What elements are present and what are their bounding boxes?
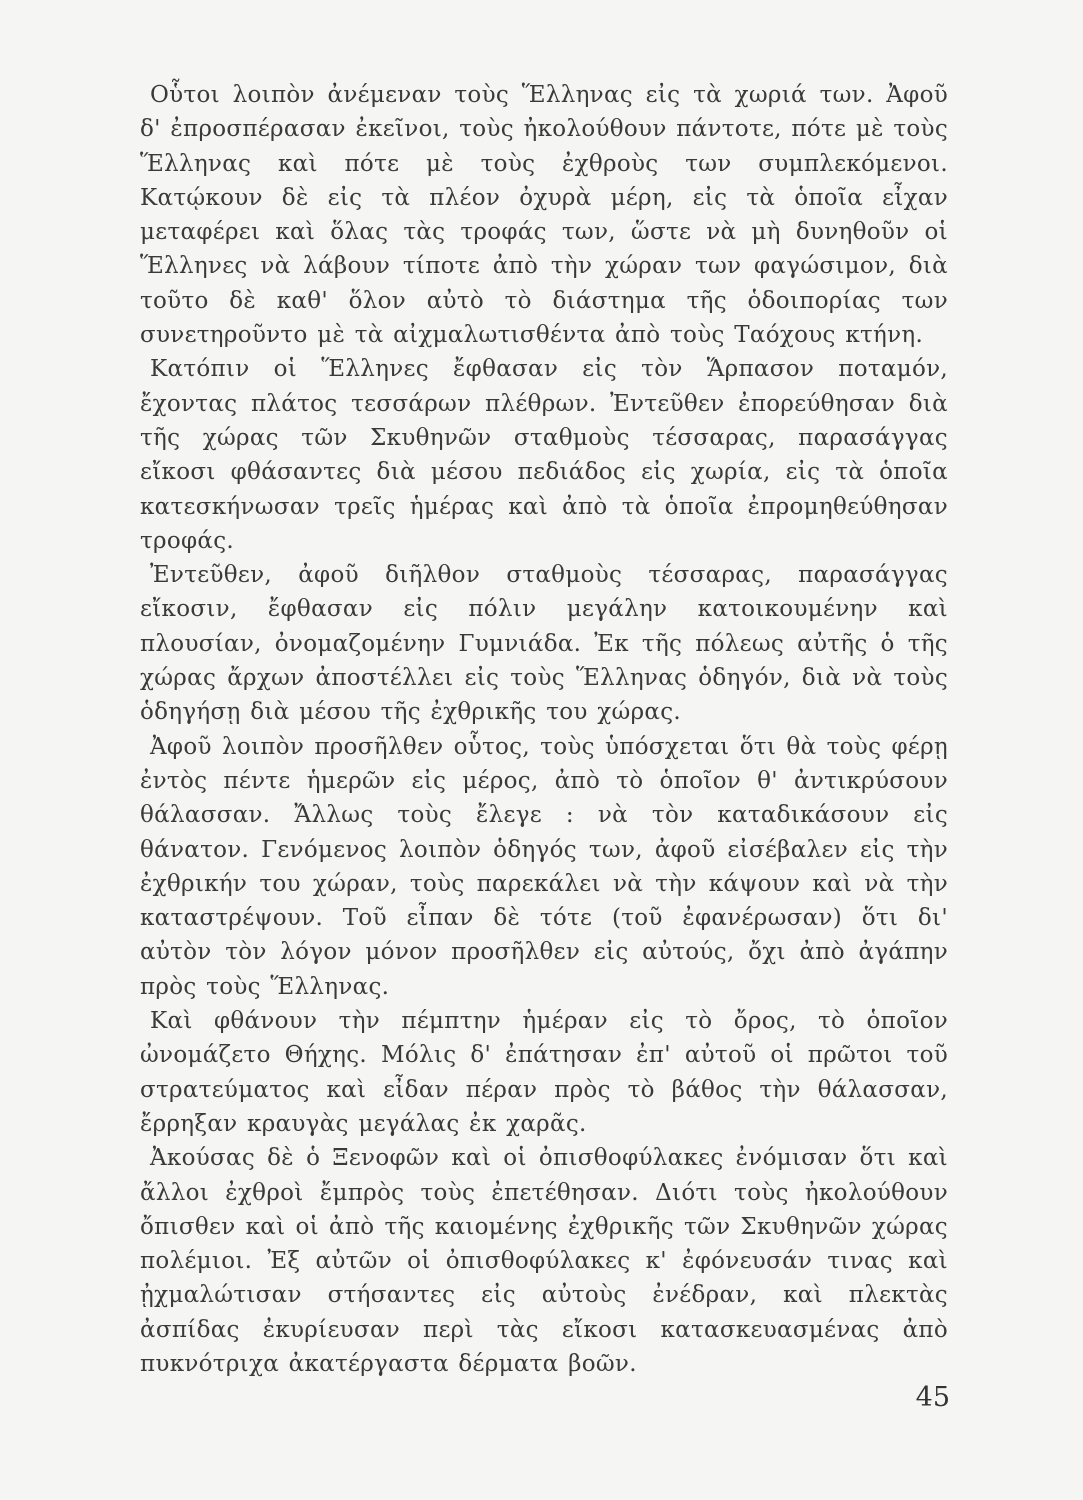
page-number: 45 bbox=[915, 1382, 950, 1413]
paragraph-4: Ἀφοῦ λοιπὸν προσῆλθεν οὗτος, τοὺς ὑπόσχεται ὅτι θὰ τοὺς φέρῃ ἐντὸς πέντε ἡμερῶν εἰς μέρος, ἀπὸ τὸ ὁποῖον θ' ἀντικρύσουν θάλασσαν. Ἄλλως τοὺς ἔλεγε : νὰ τὸν καταδικάσουν εἰς θάνατον. Γενόμενος λοιπὸν ὁδηγός των, ἀφοῦ εἰσέβαλεν εἰς τὴν ἐχθρικήν του χώραν, τοὺς παρεκάλει νὰ τὴν κάψουν καὶ νὰ τὴν καταστρέψουν. Τοῦ εἶπαν δὲ τότε (τοῦ ἐφανέρωσαν) ὅτι δι' αὐτὸν τὸν λόγον μόνον προσῆλθεν εἰς αὐτούς, ὄχι ἀπὸ ἀγάπην πρὸς τοὺς Ἕλληνας. bbox=[140, 733, 948, 1000]
body-text bbox=[140, 78, 948, 1381]
paragraph-3: Ἐντεῦθεν, ἀφοῦ διῆλθον σταθμοὺς τέσσαρας, παρασάγγας εἴκοσιν, ἔφθασαν εἰς πόλιν μεγάλην κατοικουμένην καὶ πλουσίαν, ὀνομαζομένην Γυμνιάδα. Ἐκ τῆς πόλεως αὐτῆς ὁ τῆς χώρας ἄρχων ἀποστέλλει εἰς τοὺς Ἕλληνας ὁδηγόν, διὰ νὰ τοὺς ὁδηγήσῃ διὰ μέσου τῆς ἐχθρικῆς του χώρας. bbox=[140, 562, 948, 726]
paragraph-2: Κατόπιν οἱ Ἕλληνες ἔφθασαν εἰς τὸν Ἅρπασον ποταμόν, ἔχοντας πλάτος τεσσάρων πλέθρων. Ἐντεῦθεν ἐπορεύθησαν διὰ τῆς χώρας τῶν Σκυθηνῶν σταθμοὺς τέσσαρας, παρασάγγας εἴκοσι φθάσαντες διὰ μέσου πεδιάδος εἰς χωρία, εἰς τὰ ὁποῖα κατεσκήνωσαν τρεῖς ἡμέρας καὶ ἀπὸ τὰ ὁποῖα ἐπρομηθεύθησαν τροφάς. bbox=[140, 356, 948, 554]
paragraph-6: Ἀκούσας δὲ ὁ Ξενοφῶν καὶ οἱ ὀπισθοφύλακες ἐνόμισαν ὅτι καὶ ἄλλοι ἐχθροὶ ἔμπρὸς τοὺς ἐπετέθησαν. Διότι τοὺς ἠκολούθουν ὄπισθεν καὶ οἱ ἀπὸ τῆς καιομένης ἐχθρικῆς τῶν Σκυθηνῶν χώρας πολέμιοι. Ἐξ αὐτῶν οἱ ὀπισθοφύλακες κ' ἐφόνευσάν τινας καὶ ᾐχμαλώτισαν στήσαντες εἰς αὐτοὺς ἐνέδραν, καὶ πλεκτὰς ἀσπίδας ἐκυρίευσαν περὶ τὰς εἴκοσι κατασκευασμένας ἀπὸ πυκνότριχα ἀκατέργαστα δέρματα βοῶν. bbox=[140, 1145, 948, 1377]
paragraph-5: Καὶ φθάνουν τὴν πέμπτην ἡμέραν εἰς τὸ ὄρος, τὸ ὁποῖον ὠνομάζετο Θήχης. Μόλις δ' ἐπάτησαν ἐπ' αὐτοῦ οἱ πρῶτοι τοῦ στρατεύματος καὶ εἶδαν πέραν πρὸς τὸ βάθος τὴν θάλασσαν, ἔρρηξαν κραυγὰς μεγάλας ἐκ χαρᾶς. bbox=[140, 1008, 948, 1137]
paragraph-1: Οὗτοι λοιπὸν ἀνέμεναν τοὺς Ἕλληνας εἰς τὰ χωριά των. Ἀφοῦ δ' ἐπροσπέρασαν ἐκεῖνοι, τοὺς ἠκολούθουν πάντοτε, πότε μὲ τοὺς Ἕλληνας καὶ πότε μὲ τοὺς ἐχθροὺς των συμπλεκόμενοι. Κατῴκουν δὲ εἰς τὰ πλέον ὀχυρὰ μέρη, εἰς τὰ ὁποῖα εἶχαν μεταφέρει καὶ ὅλας τὰς τροφάς των, ὥστε νὰ μὴ δυνηθοῦν οἱ Ἕλληνες νὰ λάβουν τίποτε ἀπὸ τὴν χώραν των φαγώσιμον, διὰ τοῦτο δὲ καθ' ὅλον αὐτὸ τὸ διάστημα τῆς ὁδοιπορίας των συνετηροῦντο μὲ τὰ αἰχμαλωτισθέντα ἀπὸ τοὺς Ταόχους κτήνη. bbox=[140, 82, 948, 349]
